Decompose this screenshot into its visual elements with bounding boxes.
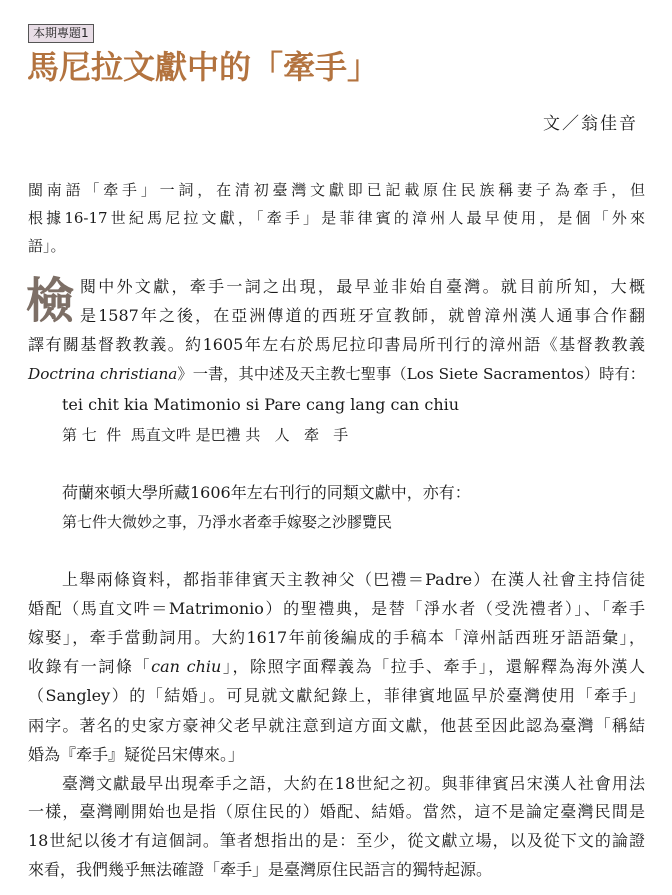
body-line: [28, 655, 645, 679]
body-line: 婚為『牽手』疑從呂宋傳來。」: [28, 745, 245, 764]
body-line: 來看，我們幾乎無法確證「牽手」是臺灣原住民語言的獨特起源。: [28, 860, 493, 879]
body-line: 荷蘭來頓大學所藏1606年左右刊行的同類文獻中，亦有：: [62, 483, 471, 502]
body-line: 是1587年之後，在亞洲傳道的西班牙宣教師，就曾漳州漢人通事合作翻: [80, 306, 645, 325]
drop-cap: 檢: [26, 273, 75, 329]
body-line: 臺灣文獻最早出現牽手之語，大約在18世紀之初。與菲律賓呂宋漢人社會用法: [62, 774, 645, 793]
quote-chinese: 第七件大微妙之事，乃淨水者牽手嫁娶之沙膠覽民: [62, 513, 393, 531]
body-line: 嫁娶」，牽手當動詞用。大約1617年前後編成的手稿本「漳州話西班牙語語彙」，: [28, 628, 645, 647]
abstract-line: 語」。: [28, 237, 66, 255]
body-line: （Sangley）的「結婚」。可見就文獻紀錄上，菲律賓地區早於臺灣使用「牽手」: [28, 686, 645, 705]
body-line: 18世紀以後才有這個詞。筆者想指出的是：至少，從文獻立場，以及從下文的論證: [28, 831, 645, 850]
term-italic: can chiu: [151, 657, 222, 676]
quote-chinese: 第 七 件 馬直文吽 是巴禮 共 人 牽 手: [62, 426, 349, 444]
body-text: 」，除照字面釋義為「拉手、牽手」，還解釋為海外漢人: [221, 657, 645, 676]
body-text: 》一書，其中述及天主教七聖事（Los Siete Sacramentos）時有：: [177, 365, 645, 383]
body-line: 一樣，臺灣剛開始也是指（原住民的）婚配、結婚。當然，這不是論定臺灣民間是: [28, 802, 645, 821]
abstract-line: 閩南語「牽手」一詞，在清初臺灣文獻即已記載原住民族稱妻子為牽手，但: [28, 181, 645, 199]
body-line: 兩字。著名的史家方豪神父老早就注意到這方面文獻，他甚至因此認為臺灣「稱結: [28, 716, 645, 735]
quote-romanized: tei chit kia Matimonio si Pare cang lang can chiu: [62, 395, 460, 414]
book-title-latin: Doctrina christiana: [28, 365, 178, 383]
body-line: 上舉兩條資料，都指菲律賓天主教神父（巴禮＝Padre）在漢人社會主持信徒: [62, 570, 645, 589]
body-line: 婚配（馬直文吽＝Matrimonio）的聖禮典，是替「淨水者（受洗禮者）」、「牽手: [28, 599, 645, 618]
article-title: 馬尼拉文獻中的「牽手」: [27, 48, 380, 86]
body-text: 收錄有一詞條「: [28, 657, 152, 676]
author-byline: 文／翁佳音: [543, 114, 638, 134]
body-line: [28, 362, 645, 386]
section-tag: 本期專題1: [28, 24, 94, 43]
abstract-line: 根據16-17世紀馬尼拉文獻，「牽手」是菲律賓的漳州人最早使用，是個「外來: [28, 209, 645, 227]
body-line: 譯有關基督教教義。約1605年左右於馬尼拉印書局所刊行的漳州語《基督教教義: [28, 335, 645, 354]
body-line: 閱中外文獻，牽手一詞之出現，最早並非始自臺灣。就目前所知，大概: [80, 277, 645, 296]
